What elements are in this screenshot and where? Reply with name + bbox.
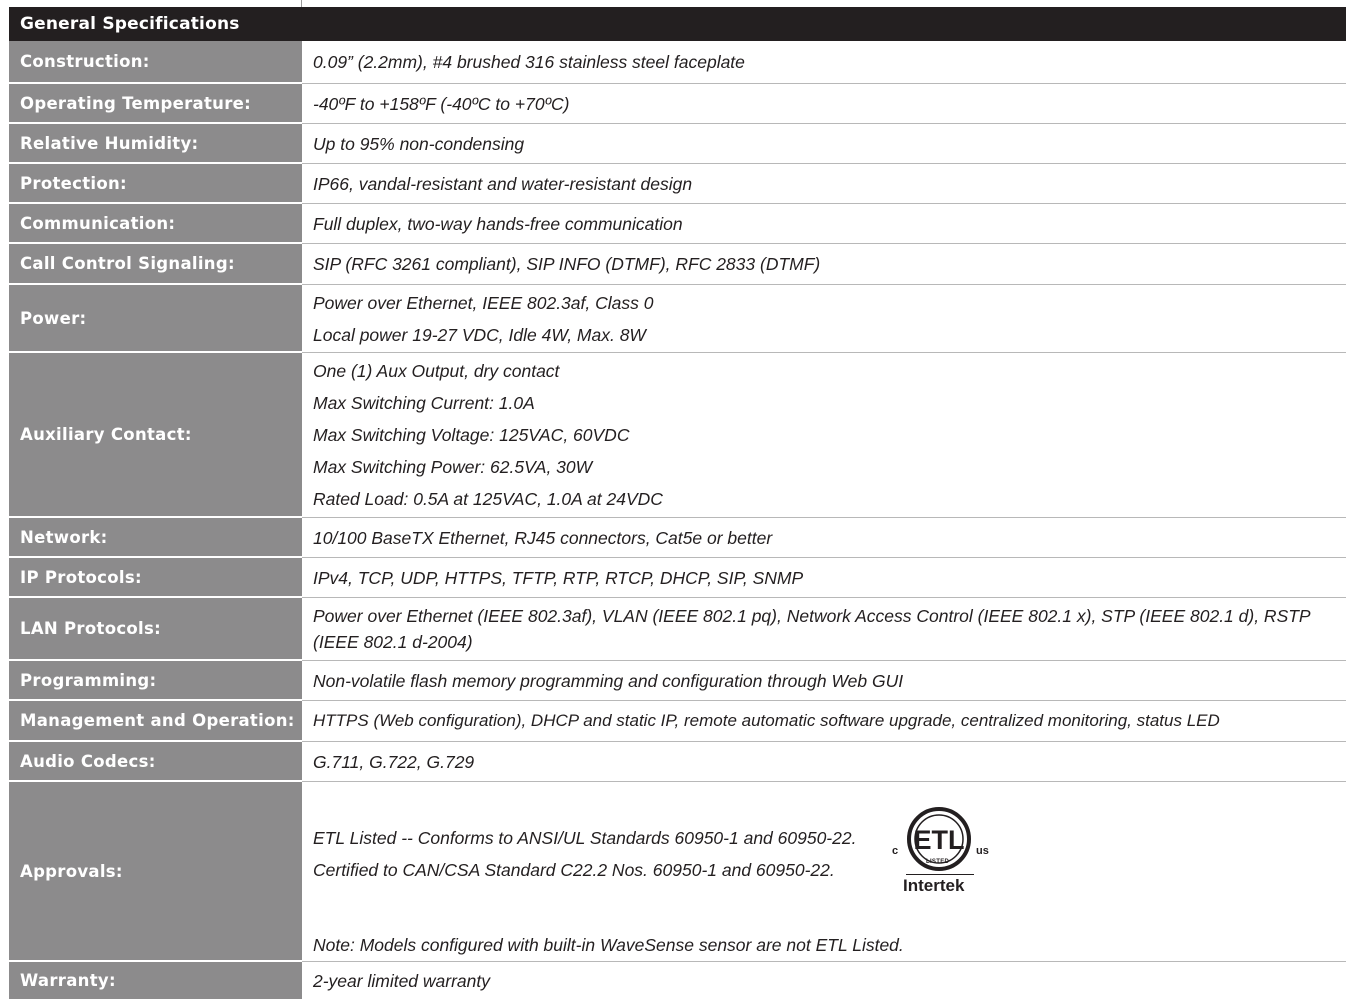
spec-label: Construction: bbox=[9, 41, 302, 84]
spec-value: SIP (RFC 3261 compliant), SIP INFO (DTMF), RFC 2833 (DTMF) bbox=[302, 244, 1346, 285]
spec-label: Call Control Signaling: bbox=[9, 244, 302, 285]
spec-value: Up to 95% non-condensing bbox=[302, 124, 1346, 164]
intertek-logo: Intertek bbox=[903, 876, 965, 895]
spec-value: Power over Ethernet (IEEE 802.3af), VLAN (IEEE 802.1 pq), Network Access Control (IEEE 802.1 x), STP (IEEE 802.1 d), RSTP (IEEE 802.1 d-2004) bbox=[302, 598, 1346, 661]
spec-label: Operating Temperature: bbox=[9, 84, 302, 124]
spec-value: IP66, vandal-resistant and water-resistant design bbox=[302, 164, 1346, 204]
spec-label: Auxiliary Contact: bbox=[9, 353, 302, 518]
spec-label: Network: bbox=[9, 518, 302, 558]
etl-c-mark: c bbox=[892, 845, 899, 857]
spec-label: Audio Codecs: bbox=[9, 742, 302, 782]
top-strip bbox=[0, 0, 1346, 7]
spec-row-protection bbox=[9, 164, 1346, 204]
spec-row-construction bbox=[9, 41, 1346, 84]
spec-value: Power over Ethernet, IEEE 802.3af, Class 0 Local power 19-27 VDC, Idle 4W, Max. 8W bbox=[302, 285, 1346, 353]
spec-label: Power: bbox=[9, 285, 302, 353]
spec-value: 10/100 BaseTX Ethernet, RJ45 connectors, Cat5e or better bbox=[302, 518, 1346, 558]
spec-label: Management and Operation: bbox=[9, 701, 302, 742]
spec-row-approvals bbox=[9, 782, 1346, 962]
table-header bbox=[9, 7, 1346, 41]
etl-listed-text: LISTED bbox=[926, 859, 950, 865]
spec-value: 2-year limited warranty bbox=[313, 970, 490, 991]
spec-label: Approvals: bbox=[9, 782, 302, 962]
table-title: General Specifications bbox=[20, 14, 240, 34]
spec-value: 0.09” (2.2mm), #4 brushed 316 stainless steel faceplate bbox=[302, 41, 1346, 84]
spec-row-ip-protocols bbox=[9, 558, 1346, 598]
spec-label: Protection: bbox=[9, 164, 302, 204]
spec-value: One (1) Aux Output, dry contact Max Switching Current: 1.0A Max Switching Voltage: 125VAC, 60VDC Max Switching Power: 62.5VA, 30W Rated Load: 0.5A at 125VAC, 1.0A at 24VDC bbox=[302, 353, 1346, 518]
spec-row-communication bbox=[9, 204, 1346, 244]
spec-value: IPv4, TCP, UDP, HTTPS, TFTP, RTP, RTCP, DHCP, SIP, SNMP bbox=[302, 558, 1346, 598]
spec-value: Full duplex, two-way hands-free communication bbox=[302, 204, 1346, 244]
spec-row-call-control-signaling bbox=[9, 244, 1346, 285]
spec-row-relative-humidity bbox=[9, 124, 1346, 164]
approvals-text: ETL Listed -- Conforms to ANSI/UL Standards 60950-1 and 60950-22. Certified to CAN/CSA Standard C22.2 Nos. 60950-1 and 60950-22. bbox=[313, 828, 857, 880]
spec-value: HTTPS (Web configuration), DHCP and static IP, remote automatic software upgrade, centralized monitoring, status LED bbox=[302, 701, 1346, 742]
approvals-note: Note: Models configured with built-in WaveSense sensor are not ETL Listed. bbox=[313, 935, 904, 955]
spec-label: Programming: bbox=[9, 661, 302, 701]
etl-listed-mark bbox=[892, 807, 1000, 902]
spec-value: G.711, G.722, G.729 bbox=[302, 742, 1346, 782]
etl-us-mark: us bbox=[976, 845, 989, 857]
spec-value: Non-volatile flash memory programming and configuration through Web GUI bbox=[302, 661, 1346, 701]
spec-row-auxiliary-contact bbox=[9, 353, 1346, 518]
spec-row-network bbox=[9, 518, 1346, 558]
spec-label: Warranty: bbox=[9, 962, 302, 999]
spec-row-audio-codecs bbox=[9, 742, 1346, 782]
spec-row-warranty bbox=[9, 962, 1346, 999]
spec-label: Communication: bbox=[9, 204, 302, 244]
spec-row-power bbox=[9, 285, 1346, 353]
spec-row-operating-temperature bbox=[9, 84, 1346, 124]
svg-text:ETL: ETL bbox=[913, 825, 965, 855]
column-divider-tick bbox=[301, 0, 302, 7]
etl-rule bbox=[906, 874, 974, 875]
spec-row-management-and-operation bbox=[9, 701, 1346, 742]
spec-label: IP Protocols: bbox=[9, 558, 302, 598]
spec-row-programming bbox=[9, 661, 1346, 701]
spec-label: Relative Humidity: bbox=[9, 124, 302, 164]
spec-row-lan-protocols bbox=[9, 598, 1346, 661]
spec-value bbox=[302, 782, 1346, 962]
spec-value: -40ºF to +158ºF (-40ºC to +70ºC) bbox=[302, 84, 1346, 124]
spec-label: LAN Protocols: bbox=[9, 598, 302, 661]
